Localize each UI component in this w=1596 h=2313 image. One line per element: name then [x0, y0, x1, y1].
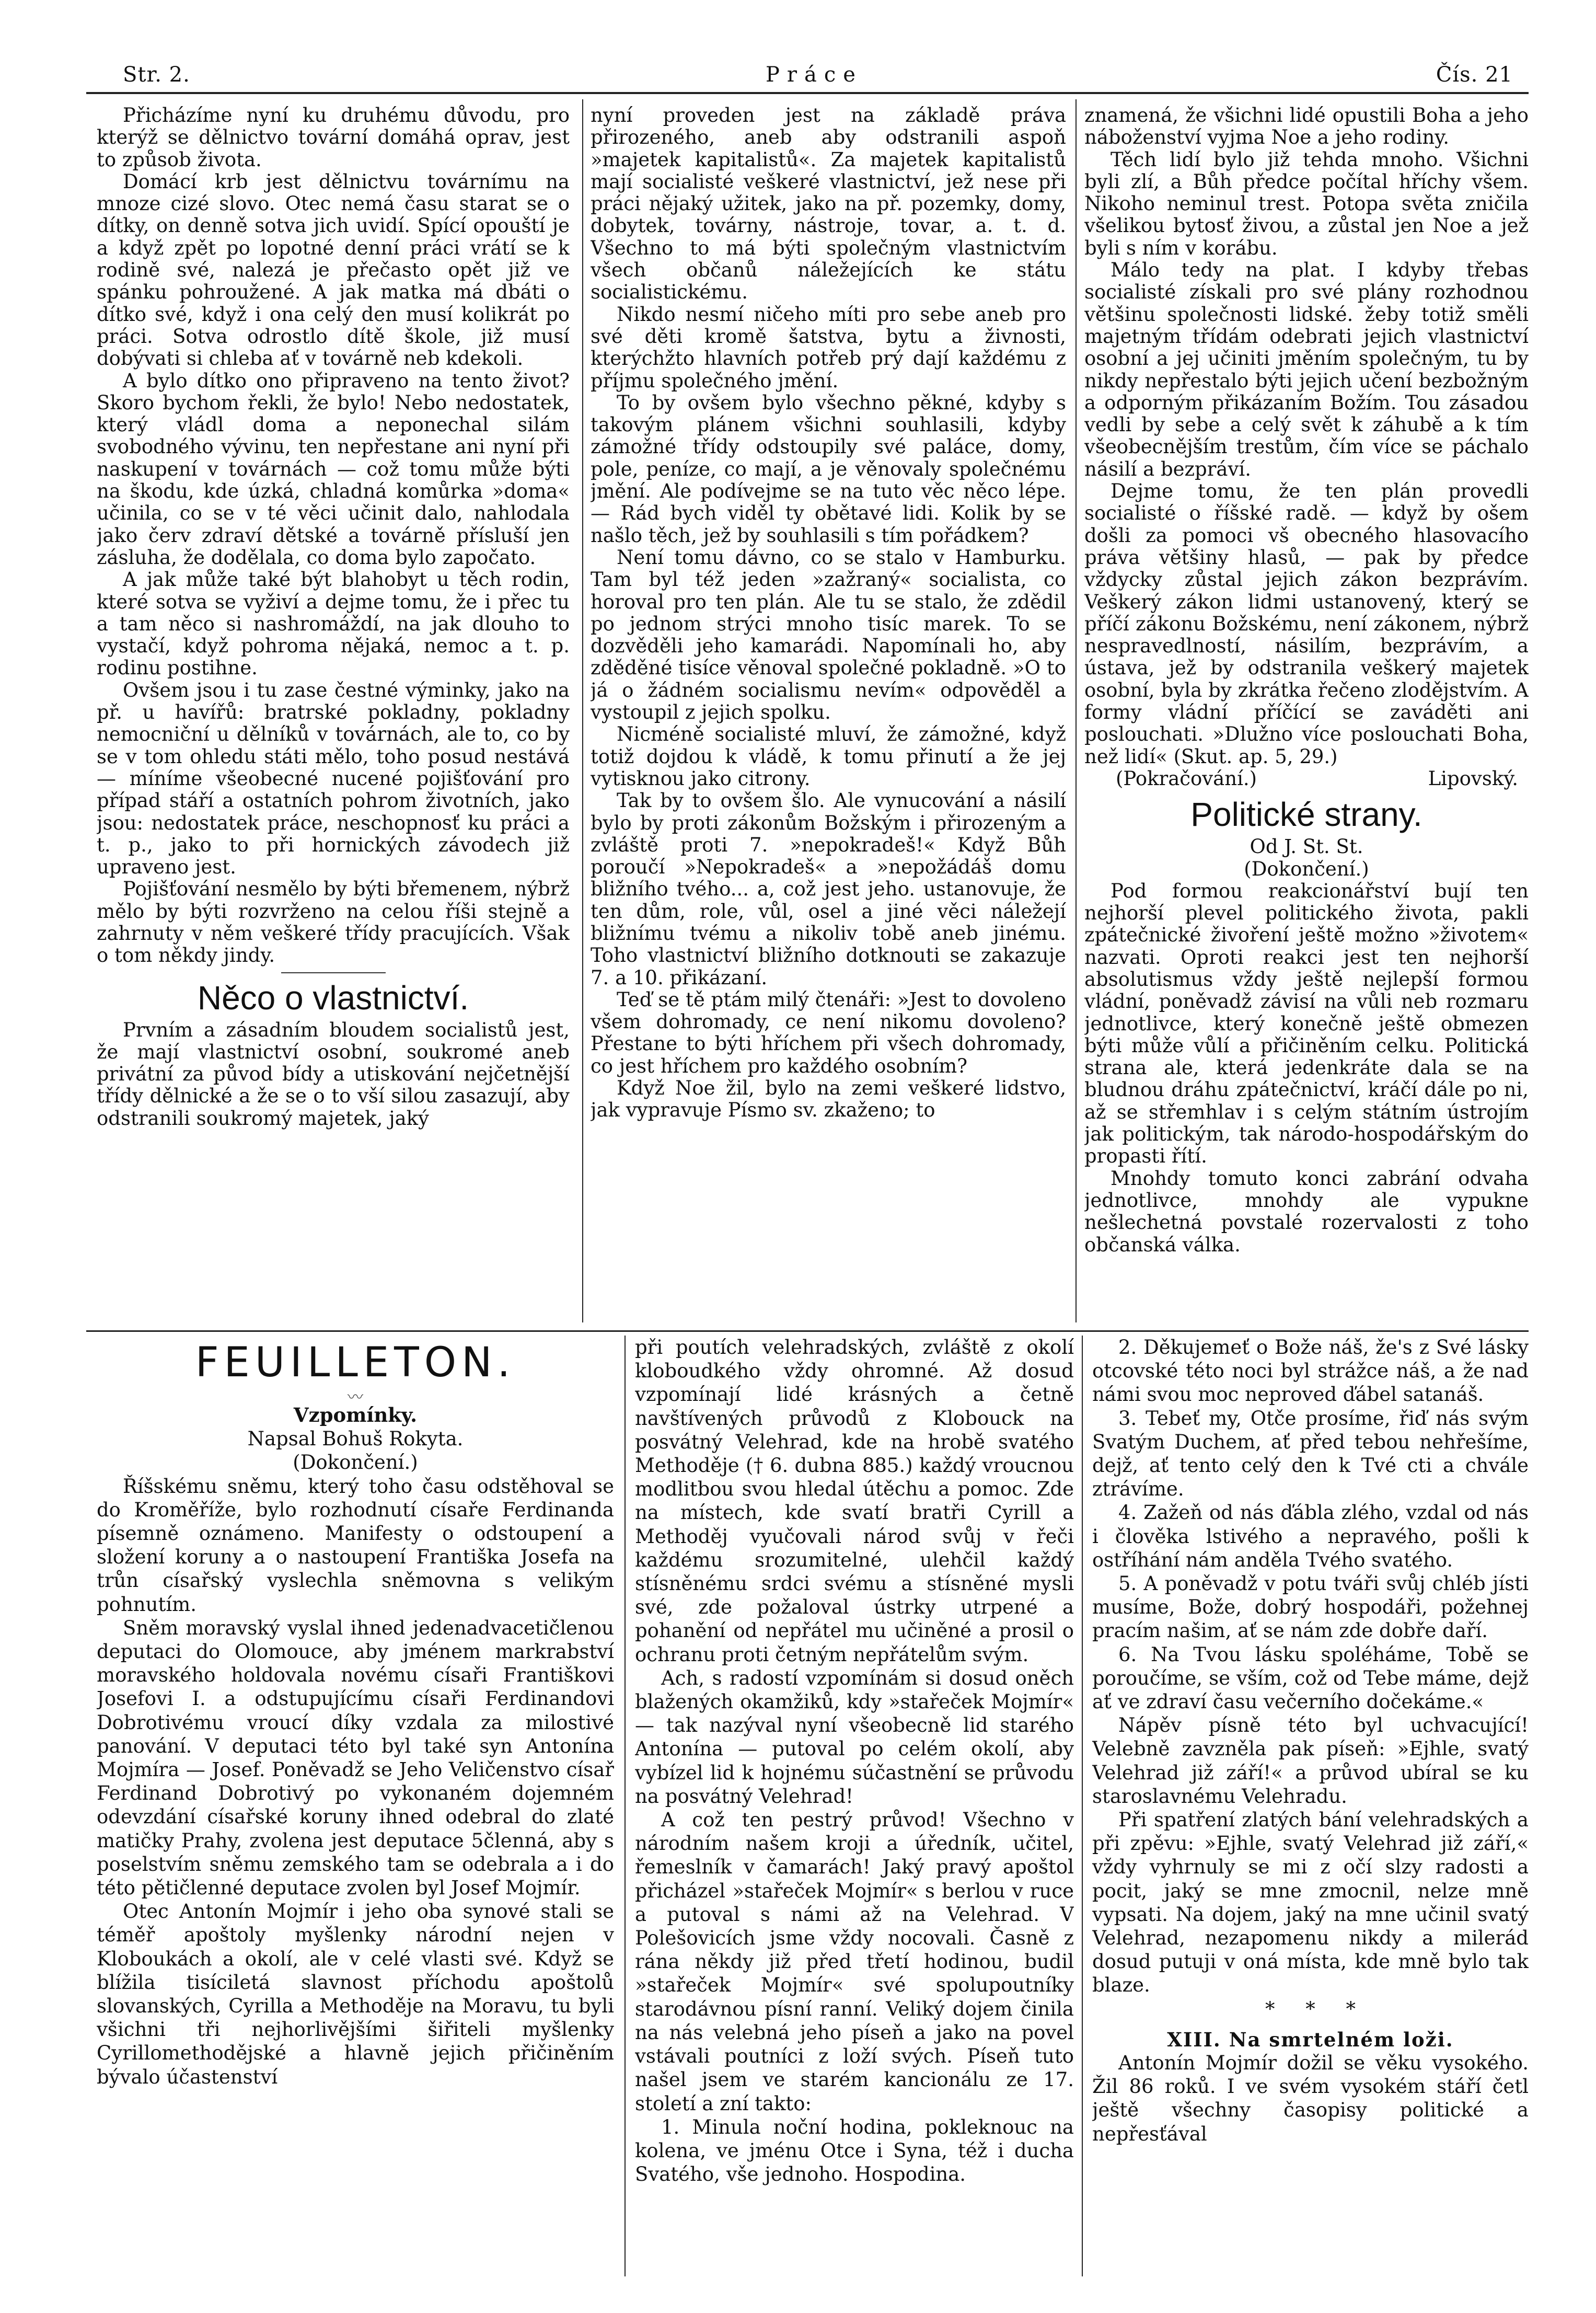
paragraph: při poutích velehradských, zvláště z okolí kloboudkého vždy ohromné. Až dosud vzpomínají lidé krásných a četně navštívených průvodů z Klobouck na posvátný Velehrad, kde na hrobě svatého Methoděje († 6. dubna 885.) každý vroucnou modlitbou svou hledal útěchu a pomoc. Zde na místech, kde svatí bratři Cyrill a Methoděj vyučovali národ svůj v řeči každému srozumitelné, ulehčil každý stísněnému srdci svému a stísněné mysli své, zde požaloval ústrky utrpené a pohanění od nepřátel mu učiněné a prosil o ochranu proti četným nepřátelům svým.	[635, 1336, 1074, 1666]
paragraph: 1. Minula noční hodina, pokleknouc na kolena, ve jménu Otce i Syna, též i ducha Svatého, vše jednoho. Hospodina.	[635, 2115, 1074, 2186]
paragraph: Říšskému sněmu, který toho času odstěhoval se do Kroměříže, bylo rozhodnutí císaře Ferdinanda písemně oznámeno. Manifesty o odstoupení a složení koruny a o nastoupení Františka Josefa na trůn císařský vyslechla sněmovna s velikým pohnutím.	[97, 1475, 614, 1616]
continued-note: (Pokračování.)	[1116, 767, 1257, 790]
feuilleton-column-1	[97, 1336, 614, 2276]
column-divider	[1075, 99, 1077, 1322]
paragraph: 3. Tebeť my, Otče prosíme, řiď nás svým Svatým Duchem, ať před tebou nehřešíme, dejž, ať tento celý den k Tvé cti a chvále ztrávíme.	[1092, 1407, 1529, 1501]
paragraph: Domácí krb jest dělnictvu továrnímu na mnoze cizé slovo. Otec nemá času starat se o dítky, on denně sotva jich uvidí. Spící opouští je a když zpět po lopotné denní práci vrátí se k rodině své, nalezá je přečasto opět již ve spánku pohroužené. A jak matka má dbáti o dítko své, když i ona celý den musí kolikrát po práci. Sotva odrostlo dítě škole, již musí dobývati si chleba ať v továrně neb kdekoli.	[97, 170, 570, 370]
paragraph: Sněm moravský vyslal ihned jedenadvacetičlenou deputaci do Olomouce, aby jménem markrabství moravského holdovala novému císaři Františkovi Josefovi I. a odstupujícímu císaři Ferdinandovi Dobrotivému vroucí díky vzdala za milostivé panování. V deputaci této byl také syn Antonína Mojmíra — Josef. Poněvadž se Jeho Veličenstvo císař Ferdinand Dobrotivý po vykonaném dojemném odevzdání císařské koruny ihned odebral do zlaté matičky Prahy, zvolena jest deputace 5členná, aby s poselstvím sněmu zemského tam se odebrala a i do této pětičlenné deputace zvolen byl Josef Mojmír.	[97, 1616, 614, 1900]
paragraph: A jak může také být blahobyt u těch rodin, které sotva se vyživí a dejme tomu, že i přec tu a tam něco si nashromáždí, na jak dlouho to vystačí, když pohroma nějaká, nemoc a t. p. rodinu postihne.	[97, 568, 570, 680]
newspaper-title: Práce	[766, 63, 863, 87]
paragraph: 6. Na Tvou lásku spoléháme, Tobě se poroučíme, se vším, což od Tebe máme, dejž ať ve zdraví času večerního dočekáme.«	[1092, 1643, 1529, 1713]
article-footer	[1084, 768, 1529, 790]
column-2	[591, 105, 1066, 1322]
paragraph: A což ten pestrý průvod! Všechno v národním našem kroji a úředník, učitel, řemeslník v čamarách! Jaký pravý apoštol přicházel »stařeček Mojmír« s berlou v ruce a putoval s námi až na Velehrad. V Polešovicích jsme vždy nocovali. Časně z rána někdy již před třetí hodinou, budil »stařeček Mojmír« své spolupoutníky starodávnou písní ranní. Veliký dojem činila na nás velebná jeho píseň a jako na povel vstávali poutníci z loží svých. Píseň tuto našel jsem ve starém kancionálu ze 17. století a zní takto:	[635, 1809, 1074, 2115]
feuilleton-column-2	[635, 1336, 1074, 2276]
paragraph: Ovšem jsou i tu zase čestné výminky, jako na př. u havířů: bratrské pokladny, pokladny nemocniční u dělníků v továrnách, ale to, co by se v tom ohledu státi mělo, toho posud nestává — míníme všeobecné nucené pojišťování pro případ stáří a ostatních pohrom životních, jako jsou: nedostatek práce, neschopnosť ku práci a t. p., jako to při hornických závodech již upraveno jest.	[97, 678, 570, 879]
paragraph: Otec Antonín Mojmír i jeho oba synové stali se téměř apoštoly myšlenky národní nejen v Kloboukách a okolí, ale v celé vlasti své. Když se blížila tisíciletá slavnost příchodu apoštolů slovanských, Cyrilla a Methoděje na Moravu, tu byli všichni tři nejhorlivějšími šiřiteli myšlenky Cyrillomethodějské a hlavně jejich přičiněním bývalo účastenství	[97, 1900, 614, 2088]
paragraph: Dejme tomu, že ten plán provedli socialisté o říšské radě. — když by ošem došli za pomoci vš obecného hlasovacího práva většiny hlasů, — pak by předce vždycky zůstal jejich zákon bezprávím. Veškerý zákon lidmi ustanovený, který se příčí zákonu Božskému, není zákonem, nýbrž nespravedlností, násilím, bezprávím, a ústava, jež by odstranila veškerý majetek osobní, byla by zkrátka řečeno zlodějstvím. A formy vládní příčící se zaváděti ani poslouchati. »Dlužno více poslouchati Boha, než lidí« (Skut. ap. 5, 29.)	[1084, 480, 1529, 768]
paragraph: Při spatření zlatých bání velehradských a při zpěvu: »Ejhle, svatý Velehrad již září,« vždy vyhrnuly se mi z očí slzy radosti a pocit, jaký se mne zmocnil, nelze mně vypsati. Na dojem, jaký na mne učinil svatý Velehrad, nezapomenu nikdy a milerád dosud putuji v oná místa, kde mně bylo tak blaze.	[1092, 1809, 1529, 1997]
paragraph: nyní proveden jest na základě práva přirozeného, aneb aby odstranili aspoň »majetek kapitalistů«. Za majetek kapitalistů mají socialisté veškeré vlastnictví, jež nese při práci nějaký užitek, jako na př. pozemky, domy, dobytek, továrny, nástroje, tovar, a. t. d. Všechno to má býti společným vlastnictvím všech občanů náležejících ke státu socialistickému.	[591, 105, 1066, 304]
paragraph: 2. Děkujemeť o Bože náš, že's z Své lásky otcovské této noci byl strážce náš, a že nad námi svou moc neproved ďábel satanáš.	[1092, 1336, 1529, 1406]
paragraph: 5. A poněvadž v potu tváři svůj chléb jísti musíme, Bože, dobrý hospodáři, požehnej pracím našim, ať se nám zde dobře daří.	[1092, 1572, 1529, 1642]
paragraph: Těch lidí bylo již tehda mnoho. Všichni byli zlí, a Bůh předce počítal hříchy všem. Nikoho neminul trest. Potopa světa zničila všelikou bytosť živou, a zůstal jen Noe a jež byli s ním v korábu.	[1084, 148, 1529, 259]
paragraph: Není tomu dávno, co se stalo v Hamburku. Tam byl též jeden »zažraný« socialista, co horoval pro ten plán. Ale tu se stalo, že zdědil po jednom strýci mnoho tisíc marek. To se dozvěděli jeho kamarádi. Napomínali ho, aby zděděné tisíce věnoval společné pokladně. »O to já o žádném socialismu nevím« odpověděl a vystoupil z jejich spolku.	[591, 546, 1066, 724]
page-number: Str. 2.	[123, 63, 190, 87]
paragraph: 4. Zažeň od nás ďábla zlého, vzdal od nás i člověka lstivého a nepravého, pošli k ostříhání nám anděla Tvého svatého.	[1092, 1501, 1529, 1571]
paragraph: Nikdo nesmí ničeho míti pro sebe aneb pro své děti kromě šatstva, bytu a živnosti, kterýchžto hlavních potřeb prý dají každému z příjmu společného jmění.	[591, 303, 1066, 392]
paragraph: Přicházíme nyní ku druhému důvodu, pro kterýž se dělnictvo tovární domáhá oprav, jest to způsob života.	[97, 105, 570, 171]
column-1	[97, 105, 570, 1322]
column-3	[1084, 105, 1529, 1322]
article-title: Politické strany.	[1190, 796, 1422, 834]
paragraph: Pod formou reakcionářství bují ten nejhorší plevel politického života, pakli zpátečnické živoření ještě možno »životem« nazvati. Oproti reakci jest ten nejhorší absolutismus vždy ještě nejlepší formou vládní, poněvadž závisí na vůli neb rozmaru jednotlivce, který konečně ještě obmezen býti může vůlí a přičiněním celku. Politická strana ale, která jedenkráte dala se na bludnou dráhu zpátečnictví, kráčí dále po ni, až se střemhlav i s celým státním ústrojím jak politickým, tak národo-hospodářským do propasti řítí.	[1084, 879, 1529, 1168]
paragraph: Nicméně socialisté mluví, že zámožné, když totiž dojdou k vládě, k tomu přinutí a že jej vytisknou jako citrony.	[591, 723, 1066, 790]
column-divider	[624, 1336, 626, 2276]
divider	[281, 972, 386, 973]
author-signature: Lipovský.	[1428, 767, 1518, 790]
paragraph: Prvním a zásadním bloudem socialistů jest, že mají vlastnictví osobní, soukromé aneb privátní za původ bídy a utiskování nejčetnější třídy dělnické a že se o to vší silou zasazují, aby odstranili soukromý majetek, jaký	[97, 1018, 570, 1130]
paragraph: Když Noe žil, bylo na zemi veškeré lidstvo, jak vypravuje Písmo sv. zkaženo; to	[591, 1077, 1066, 1122]
paragraph: Málo tedy na plat. I kdyby třebas socialisté získali pro své plány rozhodnou většinu společnosti lidské. žeby totiž směli majetným třídám odebrati jejich vlastnictví osobní a jej učiniti jměním společným, tu by nikdy nepřestalo býti jejich učení bezbožným a odporným přikázaním Božím. Tou zásadou vedli by sebe a celý svět k záhubě a k tím všeobecnějším trestům, čím více se páchalo násilí a bezpráví.	[1084, 259, 1529, 480]
article-title: Něco o vlastnictví.	[197, 979, 469, 1017]
article-author: Od J. St. St.	[1250, 835, 1363, 858]
conclusion-note: (Dokončení.)	[293, 1451, 418, 1474]
ornament: 〰	[348, 1388, 363, 1407]
paragraph: znamená, že všichni lidé opustili Boha a jeho náboženství vyjma Noe a jeho rodiny.	[1084, 105, 1529, 149]
feuilleton-rule	[86, 1330, 1529, 1332]
column-divider	[582, 99, 583, 1322]
chapter-title: XIII. Na smrtelném loži.	[1167, 2028, 1454, 2051]
story-title: Vzpomínky.	[293, 1403, 418, 1426]
paragraph: Mnohdy tomuto konci zabrání odvaha jednotlivce, mnohdy ale vypukne nešlechetná povstalé rozervalosti z toho občanská válka.	[1084, 1167, 1529, 1256]
section-stars: * * *	[1265, 1997, 1356, 2020]
header-rule	[86, 92, 1529, 94]
paragraph: A bylo dítko ono připraveno na tento život? Skoro bychom řekli, že bylo! Nebo nedostatek, který vládl doma a neponechal silám svobodného vývinu, ten nepřestane ani nyní při naskupení v továrnách — což tomu může býti na škodu, kde úzká, chladná komůrka »doma« učinila, co se v té věci učinit dalo, nahlodala jako červ zdraví dětské a továrně přísluší jen zásluha, že dodělala, co doma bylo započato.	[97, 369, 570, 569]
paragraph: Teď se tě ptám milý čtenáři: »Jest to dovoleno všem dohromady, ce není nikomu dovoleno? Přestane to býti hříchem při všech dohromady, co jest hříchem pro každého osobním?	[591, 988, 1066, 1077]
conclusion-note: (Dokončení.)	[1244, 857, 1369, 880]
column-divider	[1082, 1336, 1083, 2276]
feuilleton-column-3	[1092, 1336, 1529, 2276]
paragraph: To by ovšem bylo všechno pěkné, kdyby s takovým plánem všichni souhlasili, kdyby zámožné třídy odstoupily své paláce, domy, pole, peníze, co mají, a je věnovaly společnému jmění. Ale podívejme se na tuto věc něco lépe. — Rád bych viděl ty obětavé lidi. Kolik by se našlo těch, jež by souhlasili s tím pořádkem?	[591, 391, 1066, 547]
issue-number: Čís. 21	[1436, 63, 1513, 87]
paragraph: Nápěv písně této byl uchvacující! Velebně zavzněla pak píseň: »Ejhle, svatý Velehrad již září!« a průvod ubíral se ku staroslavnému Velehradu.	[1092, 1714, 1529, 1808]
story-author: Napsal Bohuš Rokyta.	[247, 1428, 464, 1451]
feuilleton-title: FEUILLETON.	[195, 1339, 516, 1386]
paragraph: Ach, s radostí vzpomínám si dosud oněch blažených okamžiků, kdy »stařeček Mojmír« — tak nazýval nyní všeobecně lid starého Antonína — putoval po celém okolí, aby vybízel lid k hojnému súčastnění se průvodu na posvátný Velehrad!	[635, 1666, 1074, 1808]
page-header	[86, 57, 1529, 94]
paragraph: Pojišťování nesmělo by býti břemenem, nýbrž mělo by býti rozvrženo na celou říši stejně a zahrnuty v něm veškeré třídy pracujících. Však o tom někdy jindy.	[97, 878, 570, 967]
paragraph: Tak by to ovšem šlo. Ale vynucování a násilí bylo by proti zákonům Božským i přirozeným a zvláště proti 7. »nepokradeš!« Když Bůh poroučí »Nepokradeš« a »nepožádáš domu bližního tvého... a, což jest jeho. ustanovuje, že ten dům, role, vůl, osel a jiné věci náležejí bližnímu tvému a nikoliv tobě aneb jinému. Toho vlastnictví bližního dotknouti se zakazuje 7. a 10. přikázaní.	[591, 789, 1066, 989]
paragraph: Antonín Mojmír dožil se věku vysokého. Žil 86 roků. I ve svém vysokém stáří četl ještě všechny časopisy politické a nepřesťával	[1092, 2051, 1529, 2145]
